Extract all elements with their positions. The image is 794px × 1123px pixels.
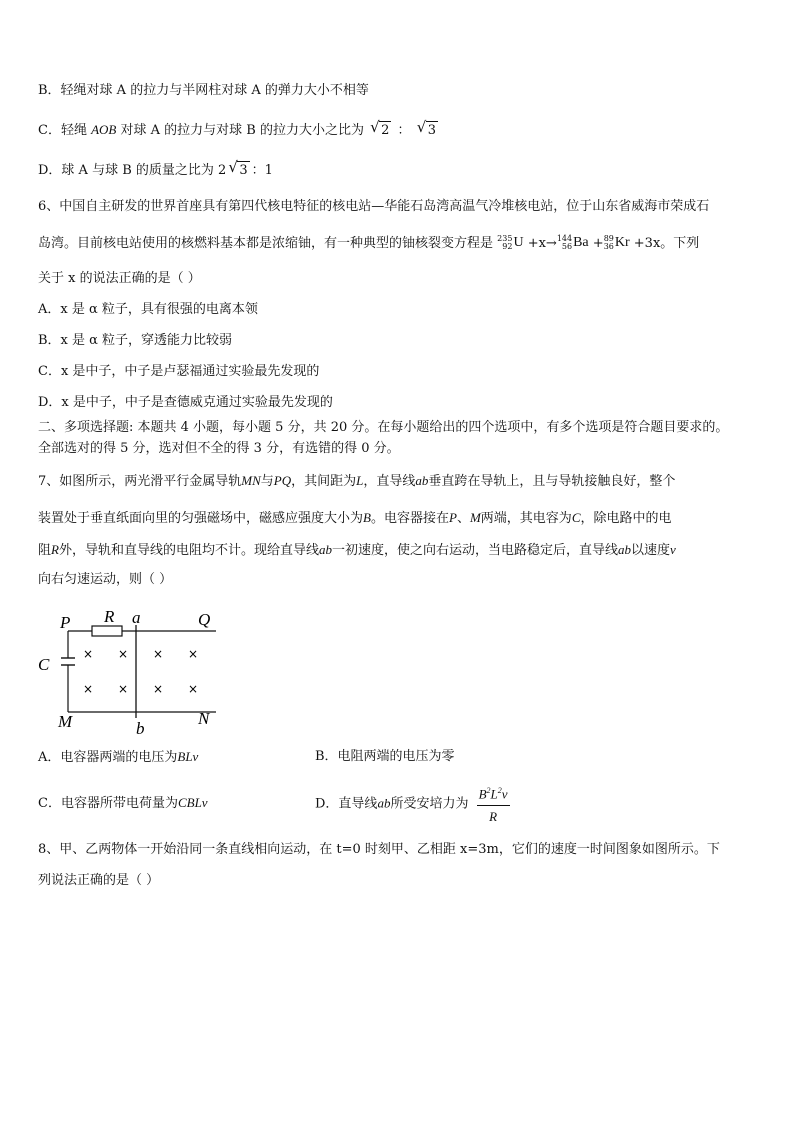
q8-stem-line2: 列说法正确的是（ ） [38, 873, 160, 888]
q6-plus-x: +x→ [523, 235, 557, 251]
q6-option-b: B．x 是 α 粒子，穿透能力比较弱 [38, 333, 233, 348]
q7-stem-line1: 7、如图所示，两光滑平行金属导轨MN与PQ，其间距为L，直导线ab垂直跨在导轨上，且与导轨接触良好，整个 [38, 473, 676, 489]
q7-l: L [356, 473, 364, 488]
label-r: R [104, 607, 115, 626]
circuit-diagram [36, 606, 226, 736]
nuclide-ba144: 144 56 Ba [556, 234, 589, 251]
q6-stem-line2 [38, 234, 699, 253]
sqrt-3: √ 3 [416, 118, 436, 138]
field-cross: × [188, 682, 199, 696]
q7-option-b: B．电阻两端的电压为零 [315, 749, 455, 764]
sqrt-2: √ 2 [370, 118, 390, 138]
q6-equation-tail: +3x。下列 [629, 235, 700, 251]
q5-c-middle: 对球 A 的拉力与对球 B 的拉力大小之比为 [116, 123, 364, 138]
q7-ab: ab [415, 473, 429, 488]
q6-option-c: C．x 是中子，中子是卢瑟福通过实验最先发现的 [38, 364, 320, 379]
label-p: P [60, 613, 71, 632]
field-cross: × [118, 647, 129, 661]
q7-stem-line2: 装置处于垂直纸面向里的匀强磁场中，磁感应强度大小为B。电容器接在P、M两端，其电容为C，除电路中的电 [38, 510, 672, 526]
q5-d-prefix: D．球 A 与球 B 的质量之比为 2 [38, 163, 227, 178]
section2-line1: 二、多项选择题: 本题共 4 小题，每小题 5 分，共 20 分。在每小题给出的四个选项中，有多个选项是符合题目要求的。 [38, 420, 729, 435]
label-n: N [198, 709, 210, 728]
q7-a-value: BLv [177, 749, 199, 764]
label-m: M [58, 712, 73, 731]
resistor-r [92, 626, 122, 636]
q7-option-d: D．直导线ab所受安培力为 $\frac{B^2L^2v}{R}$ [315, 782, 510, 826]
section2-line2: 全部选对的得 5 分，选对但不全的得 3 分，有选错的得 0 分。 [38, 441, 400, 456]
q6-plus: + [588, 235, 604, 251]
q5-option-c [38, 118, 440, 140]
q6-stem-line1: 6、中国自主研发的世界首座具有第四代核电特征的核电站—华能石岛湾高温气冷堆核电站，位于山东省威海市荣成石 [38, 199, 710, 214]
q7-stem-line4: 向右匀速运动，则（ ） [38, 572, 173, 587]
q7-mn: MN [241, 473, 261, 488]
nuclide-u235: 235 92 U [497, 234, 524, 251]
q6-option-a: A．x 是 α 粒子，具有很强的电离本领 [38, 302, 258, 317]
ampere-force-fraction: $\frac{B^2L^2v}{R}$ [477, 782, 510, 826]
q5-c-prefix: C．轻绳 [38, 123, 92, 138]
q6-option-d: D．x 是中子，中子是查德威克通过实验最先发现的 [38, 395, 333, 410]
nuclide-kr89: 89 36 Kr [603, 234, 630, 251]
q5-option-d [38, 158, 273, 180]
q7-option-a: A．电容器两端的电压为BLv [38, 749, 199, 765]
field-cross: × [83, 682, 94, 696]
q5-option-b: B．轻绳对球 A 的拉力与半网柱对球 A 的弹力大小不相等 [38, 83, 369, 98]
label-b: b [136, 719, 145, 736]
q6-stem-line3: 关于 x 的说法正确的是（ ） [38, 271, 201, 286]
q7-stem-line3: 阻R外，导轨和直导线的电阻均不计。现给直导线ab一初速度，使之向右运动，当电路稳定后，直导线ab以速度v [38, 542, 676, 558]
field-cross: × [188, 647, 199, 661]
q5-d-suffix: ：1 [251, 163, 273, 178]
q7-option-c: C．电容器所带电荷量为CBLv [38, 795, 208, 811]
field-cross: × [118, 682, 129, 696]
field-cross: × [153, 682, 164, 696]
label-q: Q [198, 610, 211, 629]
q7-c-value: CBLv [177, 795, 208, 810]
field-cross: × [153, 647, 164, 661]
field-cross: × [83, 647, 94, 661]
q5-c-separator: ： [397, 123, 411, 138]
label-c: C [38, 655, 50, 674]
q5-c-aob: AOB [91, 122, 117, 137]
q7-pq: PQ [273, 473, 292, 488]
label-a: a [132, 608, 141, 627]
q8-stem-line1: 8、甲、乙两物体一开始沿同一条直线相向运动，在 t=0 时刻甲、乙相距 x=3m，它们的速度一时间图象如图所示。下 [38, 842, 720, 857]
sqrt-3-d: √ 3 [228, 158, 248, 178]
q6-stem-text: 岛湾。目前核电站使用的核燃料基本都是浓缩铀，有一种典型的铀核裂变方程是 [38, 235, 494, 251]
